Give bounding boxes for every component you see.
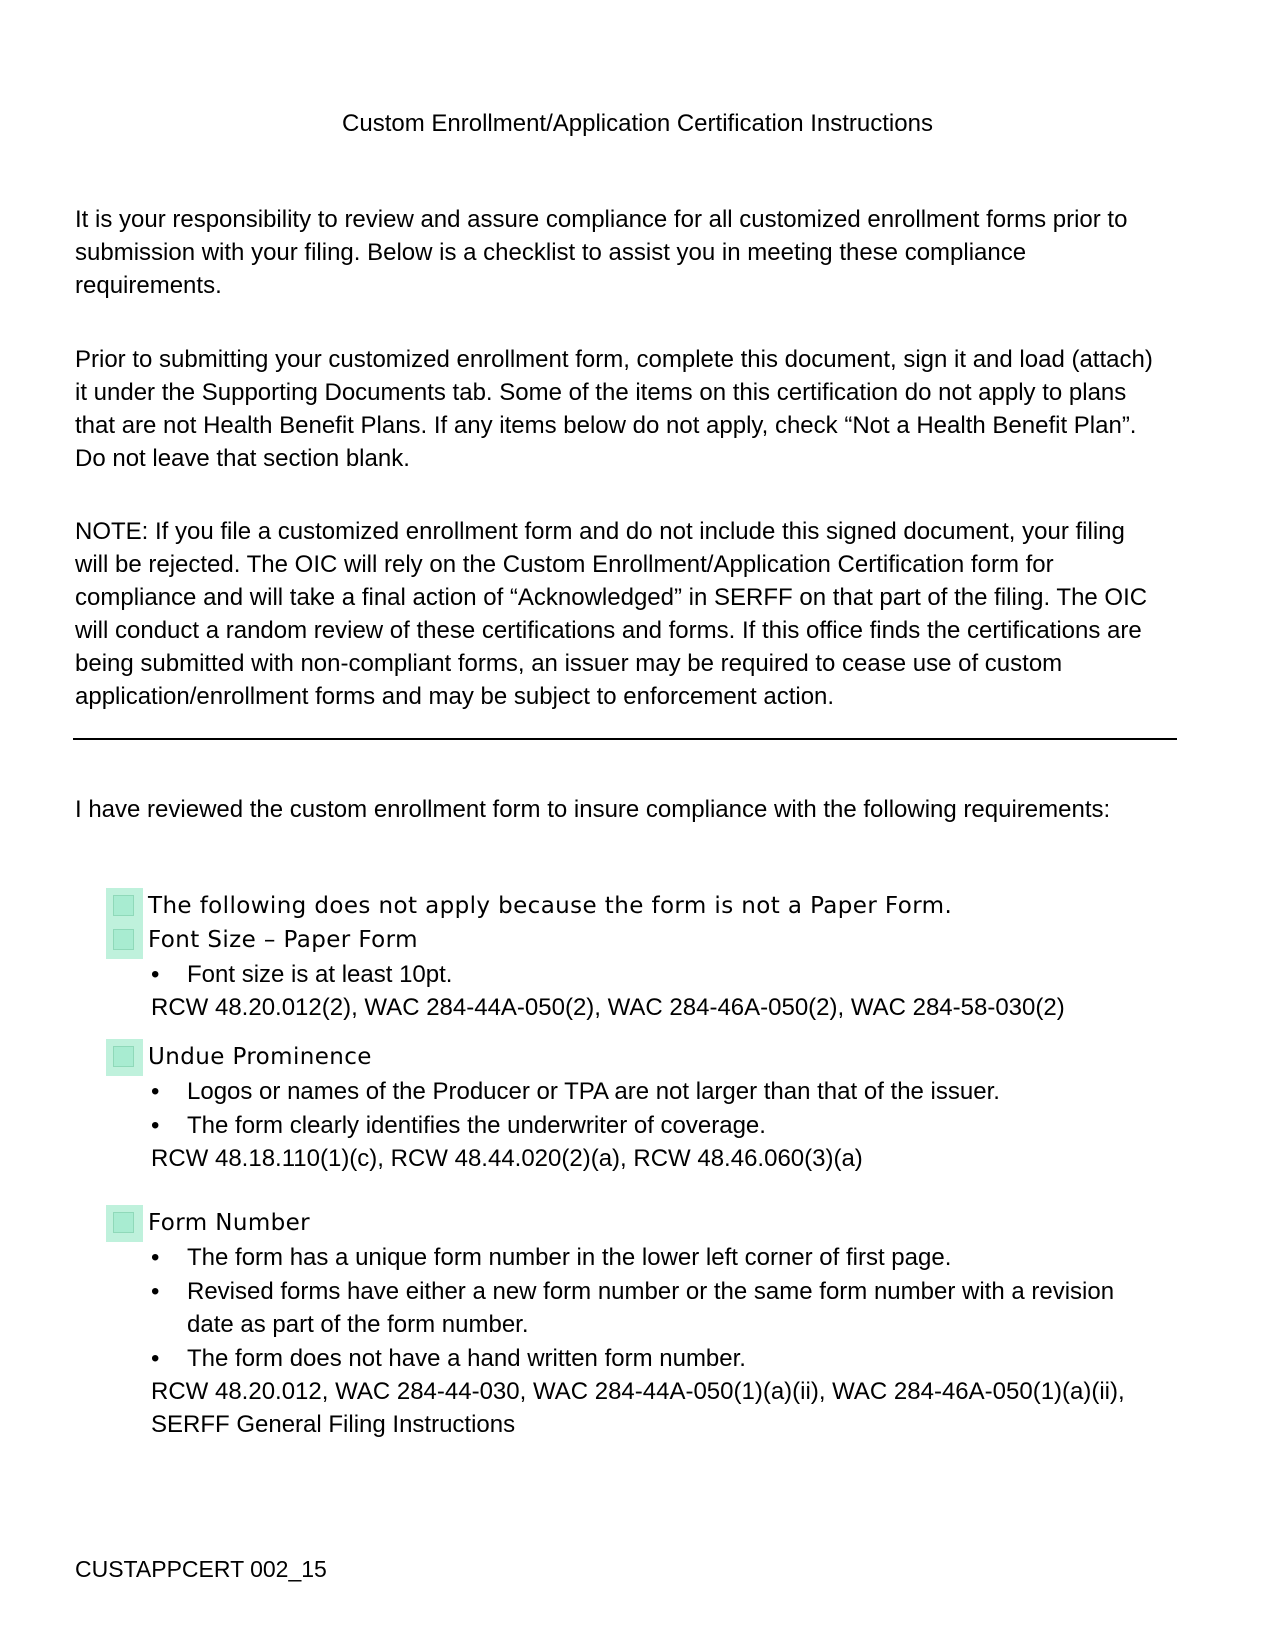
undue-prominence-label: Undue Prominence bbox=[148, 1044, 372, 1070]
undue-prominence-citation: RCW 48.18.110(1)(c), RCW 48.44.020(2)(a), RCW 48.46.060(3)(a) bbox=[151, 1145, 863, 1172]
bullet-icon: • bbox=[151, 1078, 160, 1105]
review-statement: I have reviewed the custom enrollment form to insure compliance with the following requirements: bbox=[75, 796, 1111, 823]
instructions-paragraph: Prior to submitting your customized enrollment form, complete this document, sign it and load (attach) it under the Supporting Documents tab. Some of the items on this certification do not apply to plans that are not Health Benefit Plans. If any items below do not apply, check “Not a Health Benefit Plan”. Do not leave that section blank. bbox=[75, 346, 1153, 472]
font-size-checkbox[interactable] bbox=[106, 922, 143, 959]
undue-prominence-checkbox[interactable] bbox=[106, 1039, 143, 1076]
form-number-citation-line-2: SERFF General Filing Instructions bbox=[151, 1411, 516, 1438]
form-number-checkbox[interactable] bbox=[106, 1205, 143, 1242]
form-number-label: Form Number bbox=[148, 1210, 311, 1236]
bullet-text: Logos or names of the Producer or TPA are not larger than that of the issuer. bbox=[187, 1078, 1000, 1105]
bullet-icon: • bbox=[151, 961, 160, 988]
font-size-citation: RCW 48.20.012(2), WAC 284-44A-050(2), WAC 284-46A-050(2), WAC 284-58-030(2) bbox=[151, 994, 1065, 1021]
form-number-citation-line-1: RCW 48.20.012, WAC 284-44-030, WAC 284-44A-050(1)(a)(ii), WAC 284-46A-050(1)(a)(ii), bbox=[151, 1378, 1125, 1405]
document-title: Custom Enrollment/Application Certification Instructions bbox=[342, 110, 933, 137]
bullet-icon: • bbox=[151, 1345, 160, 1372]
section-divider bbox=[73, 738, 1177, 740]
bullet-text: Font size is at least 10pt. bbox=[187, 961, 453, 988]
bullet-text: The form clearly identifies the underwriter of coverage. bbox=[187, 1112, 766, 1139]
bullet-icon: • bbox=[151, 1244, 160, 1271]
bullet-icon: • bbox=[151, 1112, 160, 1139]
intro-paragraph: It is your responsibility to review and assure compliance for all customized enrollment forms prior to submission with your filing. Below is a checklist to assist you in meeting these compliance requirements. bbox=[75, 206, 1128, 299]
not-paper-form-checkbox[interactable] bbox=[106, 888, 143, 925]
bullet-text: The form does not have a hand written form number. bbox=[187, 1345, 746, 1372]
bullet-icon: • bbox=[151, 1278, 160, 1305]
bullet-text: Revised forms have either a new form number or the same form number with a revision date as part of the form number. bbox=[187, 1278, 1115, 1338]
form-code-footer: CUSTAPPCERT 002_15 bbox=[75, 1556, 327, 1582]
font-size-label: Font Size – Paper Form bbox=[148, 927, 418, 953]
bullet-text: The form has a unique form number in the lower left corner of first page. bbox=[187, 1244, 952, 1271]
note-paragraph: NOTE: If you file a customized enrollment form and do not include this signed document, your filing will be rejected. The OIC will rely on the Custom Enrollment/Application Certification form for compliance and will take a final action of “Acknowledged” in SERFF on that part of the filing. The OIC will conduct a random review of these certifications and forms. If this office finds the certifications are being submitted with non-compliant forms, an issuer may be required to cease use of custom application/enrollment forms and may be subject to enforcement action. bbox=[75, 518, 1148, 710]
not-paper-form-label: The following does not apply because the form is not a Paper Form. bbox=[148, 893, 953, 919]
